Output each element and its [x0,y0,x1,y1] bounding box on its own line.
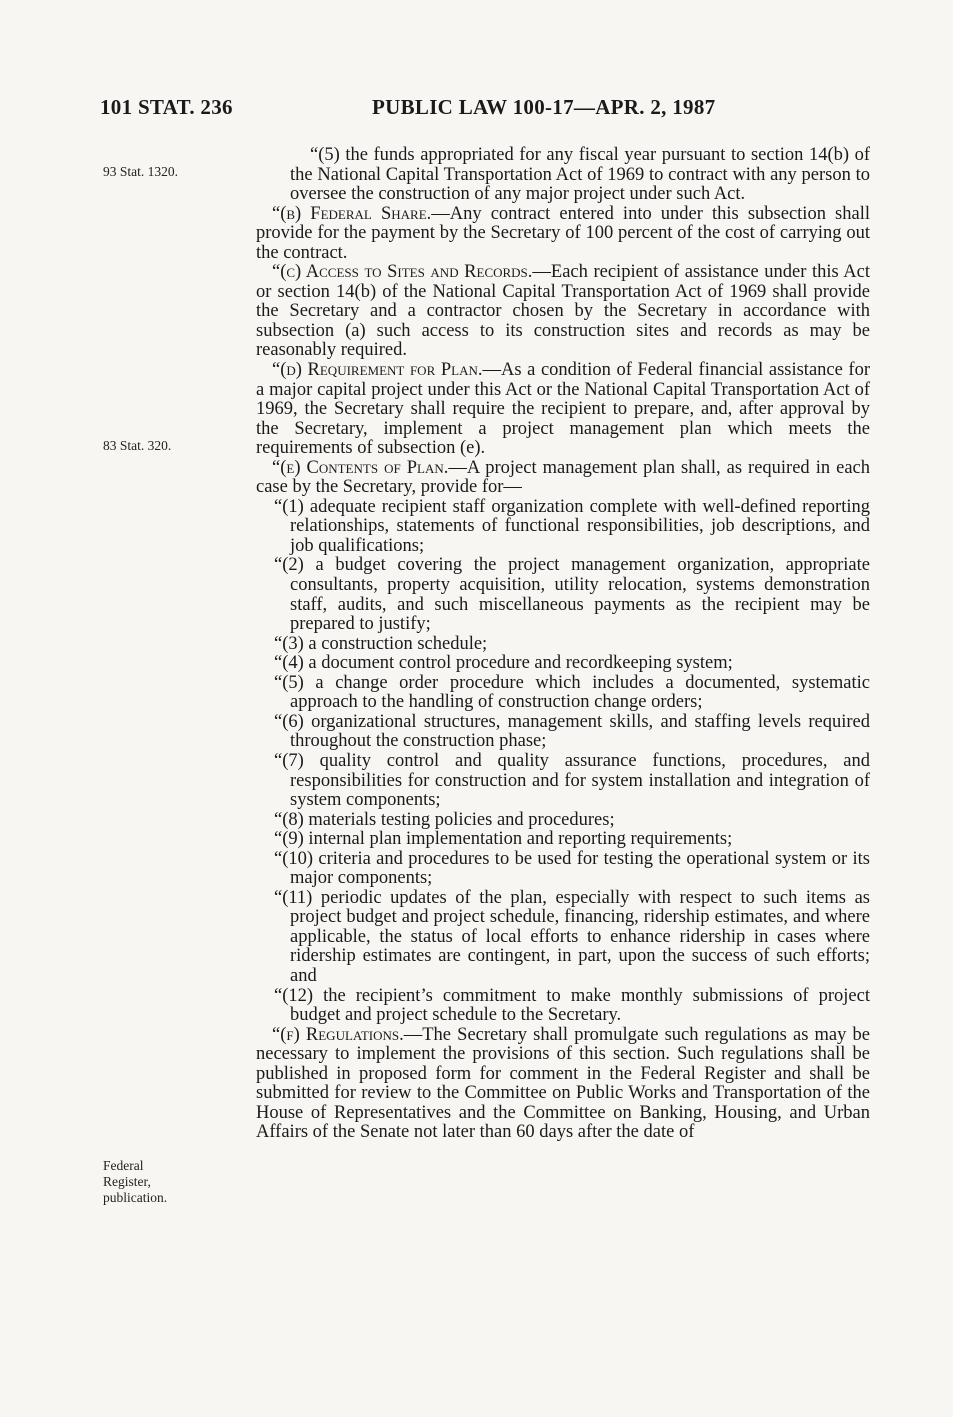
list-item-7: “(7) quality control and quality assurance functions, procedures, and responsibilities for construction and for system installation and integration of system components; [274,750,870,811]
list-item-4: “(4) a document control procedure and recordkeeping system; [274,653,733,674]
list-item-2: “(2) a budget covering the project management organization, appropriate consultants, property acquisition, utility relocation, systems demonstration staff, audits, and such miscellaneous payments as the recipient may be prepared to justify; [274,555,870,635]
paragraph-a5: “(5) the funds appropriated for any fiscal year pursuant to section 14(b) of the National Capital Transportation Act of 1969 to contract with any person to oversee the construction of any major project under such Act. [290,145,870,205]
list-item-5: “(5) a change order procedure which includes a documented, systematic approach to the handling of construction change orders; [274,672,870,713]
heading-contents: “(e) Contents of Plan. [272,457,449,478]
heading-regulations: “(f) Regulations. [272,1024,404,1045]
list-item-12: “(12) the recipient’s commitment to make monthly submissions of project budget and project schedule to the Secretary. [274,985,870,1026]
paragraph-e-contents: “(e) Contents of Plan.—A project management plan shall, as required in each case by the Secretary, provide for— [256,457,871,498]
list-item-3: “(3) a construction schedule; [274,633,488,654]
body-text [256,146,870,1143]
list-item-6: “(6) organizational structures, management skills, and staffing levels required throughout the construction phase; [274,711,870,752]
margin-note-federal-register: Federal Register, publication. [103,1158,168,1205]
list-item-11: “(11) periodic updates of the plan, especially with respect to such items as project budget and project schedule, financing, ridership estimates, and where applicable, the status of local efforts to enhance ridership in cases where ridership estimates are contingent, in part, upon the success of such efforts; and [274,887,870,986]
stat-reference: 101 STAT. 236 [100,95,233,119]
paragraph-d-requirement: “(d) Requirement for Plan.—As a condition of Federal financial assistance for a major capital project under this Act or the National Capital Transportation Act of 1969, the Secretary shall require the recipient to prepare, and, after approval by the Secretary, implement a project management plan which meets the requirements of subsection (e). [256,360,870,459]
heading-federal-share: “(b) Federal Share. [272,203,432,224]
list-item-8: “(8) materials testing policies and procedures; [274,809,615,830]
heading-requirement: “(d) Requirement for Plan. [272,360,483,381]
heading-access: “(c) Access to Sites and Records. [272,262,533,283]
list-item-9: “(9) internal plan implementation and reporting requirements; [274,829,733,850]
list-item-1: “(1) adequate recipient staff organization complete with well-defined reporting relationships, statements of functional responsibilities, job descriptions, and job qualifications; [274,496,870,556]
paragraph-f-regulations: “(f) Regulations.—The Secretary shall promulgate such regulations as may be necessary to implement the provisions of this section. Such regulations shall be published in proposed form for comment in the Federal Register and shall be submitted for review to the Committee on Public Works and Transportation of the House of Representatives and the Committee on Banking, Housing, and Urban Affairs of the Senate not later than 60 days after the date of [256,1024,870,1143]
margin-note-93-stat: 93 Stat. 1320. [103,164,179,179]
margin-note-83-stat: 83 Stat. 320. [103,438,172,453]
paragraph-c-access: “(c) Access to Sites and Records.—Each recipient of assistance under this Act or section 14(b) of the National Capital Transportation Act of 1969 shall provide the Secretary and a contractor chosen by the Secretary in accordance with subsection (a) such access to its construction sites and records as may be reasonably required. [256,262,870,361]
paragraph-b-federal-share: “(b) Federal Share.—Any contract entered into under this subsection shall provide for the payment by the Secretary of 100 percent of the cost of carrying out the contract. [256,203,870,263]
page-title: PUBLIC LAW 100-17—APR. 2, 1987 [372,95,716,119]
page-header [100,95,870,125]
list-item-10: “(10) criteria and procedures to be used for testing the operational system or its major components; [274,848,870,889]
